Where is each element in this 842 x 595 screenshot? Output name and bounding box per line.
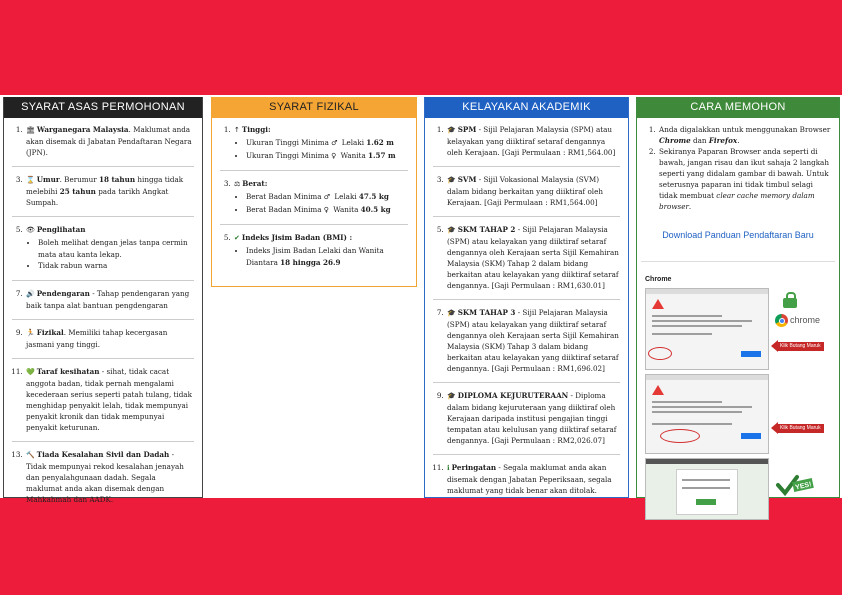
running-person-icon: 🏃 <box>26 328 35 337</box>
click-hint-label: Klik Butang Maruk <box>778 424 824 433</box>
divider <box>12 319 194 320</box>
graduation-cap-icon: 🎓 <box>447 176 456 184</box>
list-item: 13. 🔨 Tiada Kesalahan Sivil dan Dadah - Tidak mempunyai rekod kesalahan jenayah dan penyalahgunaan dadah. Segala maklumat anda akan disemak dengan Mahkahmah dan AADK. <box>25 449 194 505</box>
cara-memohon-column <box>636 97 840 498</box>
list-item: 7. 🎓 SKM TAHAP 3 - Sijil Pelajaran Malaysia (SPM) atau kelayakan yang diiktiraf setaraf dengannya oleh Kerajaan serta Sijil Kemahiran Malaysia (SKM) Tahap 3 dalam bidang berkaitan atau kelayakan yang diiktiraf setaraf dengannya. [Gaji Permulaan : RM1,696.02] <box>446 307 620 374</box>
info-icon: ℹ <box>447 464 450 472</box>
heart-icon: 💚 <box>26 367 35 376</box>
hourglass-icon: ⌛ <box>26 176 35 184</box>
divider <box>220 170 408 171</box>
warning-icon <box>652 385 664 395</box>
proceed-warning-screenshot <box>645 374 769 454</box>
list-item: 9. 🎓 DIPLOMA KEJURUTERAAN - Diploma dalam bidang kejuruteraan yang diiktiraf oleh Kerajaan daripada institusi pengajian tinggi tempatan atau kelulusan yang diiktiraf setaraf dengannya. [Gaji Permulaan : RM2,026.07] <box>446 390 620 446</box>
graduation-cap-icon: 🎓 <box>447 309 456 317</box>
yes-check-icon <box>775 472 815 498</box>
list-item: 1. Anda digalakkan untuk menggunakan Browser Chrome dan Firefox. <box>658 124 831 146</box>
warning-icon <box>652 299 664 309</box>
syarat-asas-column <box>3 97 203 504</box>
cara-memohon-list <box>645 124 831 212</box>
click-hint-label: Klik Butang Maruk <box>778 342 824 351</box>
speaker-icon: 🔊 <box>26 289 35 298</box>
divider <box>433 216 620 217</box>
registration-form-screenshot <box>645 458 769 520</box>
divider <box>433 454 620 455</box>
cara-memohon-header: CARA MEMOHON <box>637 97 839 118</box>
divider <box>641 261 835 262</box>
government-building-icon: 🏛 <box>26 126 35 134</box>
yes-label: YES! <box>794 481 813 492</box>
divider <box>433 299 620 300</box>
divider <box>433 382 620 383</box>
list-item: 7. 🔊 Pendengaran - Tahap pendengaran yang baik tanpa alat bantuan pengdengaran <box>25 288 194 311</box>
syarat-fizikal-header: SYARAT FIZIKAL <box>212 97 416 118</box>
bullet-item: • Boleh melihat dengan jelas tanpa cermin mata atau kanta lekap. <box>38 237 194 260</box>
syarat-fizikal-list <box>220 124 408 268</box>
lock-icon <box>783 298 797 308</box>
male-icon: ♂ <box>323 193 331 201</box>
bullet-item: • Ukuran Tinggi Minima ♂ Lelaki 1.62 m <box>246 137 408 150</box>
divider <box>12 280 194 281</box>
syarat-asas-header: SYARAT ASAS PERMOHONAN <box>4 97 202 118</box>
kelayakan-akademik-list <box>433 124 620 496</box>
list-item: 1. 🏛 Warganegara Malaysia. Maklumat anda akan disemak di Jabatan Pendaftaran Negara (JPN). <box>25 124 194 158</box>
female-icon: ♀ <box>331 151 337 160</box>
graduation-cap-icon: 🎓 <box>447 226 456 234</box>
female-icon: ♀ <box>323 205 329 214</box>
bullet-item: • Ukuran Tinggi Minima ♀ Wanita 1.57 m <box>246 150 408 163</box>
list-item: 3. 🎓 SVM - Sijil Vokasional Malaysia (SVM) dalam bidang berkaitan yang diiktiraf oleh Kerajaan. [Gaji Permulaan : RM1,564.00] <box>446 174 620 208</box>
privacy-warning-screenshot <box>645 288 769 370</box>
divider <box>433 166 620 167</box>
height-arrow-icon: ↑ <box>234 126 240 134</box>
list-item: 5. 🎓 SKM TAHAP 2 - Sijil Pelajaran Malaysia (SPM) atau kelayakan yang diiktiraf setaraf dengannya oleh Kerajaan serta Sijil Kemahiran Malaysia (SKM) Tahap 2 dalam bidang berkaitan atau kelayakan yang diiktiraf setaraf dengannya. [Gaji Permulaan : RM1,630.01] <box>446 224 620 291</box>
divider <box>12 216 194 217</box>
divider <box>220 224 408 225</box>
browser-guide-illustration <box>645 288 831 518</box>
chrome-section-title: Chrome <box>645 276 672 283</box>
eye-icon: 👁 <box>26 226 35 234</box>
divider <box>12 166 194 167</box>
weight-scale-icon: ⚖ <box>234 180 241 188</box>
divider <box>12 358 194 359</box>
list-item: 1. 🎓 SPM - Sijil Pelajaran Malaysia (SPM) atau kelayakan yang diiktiraf setaraf dengannya oleh Kerajaan. [Gaji Permulaan : RM1,564.00] <box>446 124 620 158</box>
list-item: 1. ↑ Tinggi: • Ukuran Tinggi Minima ♂ Lelaki 1.62 m • Ukuran Tinggi Minima ♀ Wanita 1.57 m <box>233 124 408 162</box>
list-item: 2. Sekiranya Paparan Browser anda seperti di bawah, jangan risau dan ikut sahaja 2 langkah seperti yang didalam gambar di bawah. Untuk seterusnya paparan ini tidak timbul selagi tidak membuat clear cache memory dalam browser. <box>658 146 831 212</box>
chrome-logo-icon <box>775 314 788 327</box>
list-item: 5. 👁 Penglihatan • Boleh melihat dengan jelas tanpa cermin mata atau kanta lekap. • Tidak rabun warna <box>25 224 194 272</box>
list-item: 9. 🏃 Fizikal. Memiliki tahap kecergasan jasmani yang tinggi. <box>25 327 194 350</box>
list-item: 11. ℹ Peringatan - Segala maklumat anda akan disemak dengan Jabatan Peperiksaan, segala maklumat yang tidak benar akan ditolak. <box>446 462 620 496</box>
list-item: 5. ✔ Indeks Jisim Badan (BMI) : • Indeks Jisim Badan Lelaki dan Wanita Diantara 18 hingga 26.9 <box>233 232 408 268</box>
download-guide-link[interactable]: Download Panduan Pendaftaran Baru <box>662 230 814 240</box>
bullet-item: • Berat Badan Minima ♂ Lelaki 47.5 kg <box>246 191 408 204</box>
list-item: 3. ⌛ Umur. Berumur 18 tahun hingga tidak melebihi 25 tahun pada tarikh Angkat Sumpah. <box>25 174 194 208</box>
kelayakan-akademik-column <box>424 97 629 498</box>
divider <box>12 441 194 442</box>
bullet-item: • Tidak rabun warna <box>38 260 194 272</box>
chrome-wordmark: chrome <box>790 315 821 325</box>
male-icon: ♂ <box>331 139 338 147</box>
check-icon: ✔ <box>234 234 240 242</box>
syarat-fizikal-column <box>211 97 417 287</box>
list-item: 3. ⚖ Berat: • Berat Badan Minima ♂ Lelaki 47.5 kg • Berat Badan Minima ♀ Wanita 40.5 kg <box>233 178 408 216</box>
kelayakan-akademik-header: KELAYAKAN AKADEMIK <box>425 97 628 118</box>
gavel-icon: 🔨 <box>26 450 35 459</box>
requirements-panel <box>0 95 842 504</box>
bullet-item: • Berat Badan Minima ♀ Wanita 40.5 kg <box>246 204 408 217</box>
bullet-item: • Indeks Jisim Badan Lelaki dan Wanita Diantara 18 hingga 26.9 <box>246 245 408 268</box>
graduation-cap-icon: 🎓 <box>447 392 456 400</box>
list-item: 11. 💚 Taraf kesihatan - sihat, tidak cacat anggota badan, tidak pernah mengalami kecederaan serius seperti patah tulang, tidak menghidap penyakit lelah, tidak mempunyai penyakit kronik dan tidak mempunyai penyakit keturunan. <box>25 366 194 433</box>
graduation-cap-icon: 🎓 <box>447 126 456 134</box>
syarat-asas-list <box>12 124 194 505</box>
